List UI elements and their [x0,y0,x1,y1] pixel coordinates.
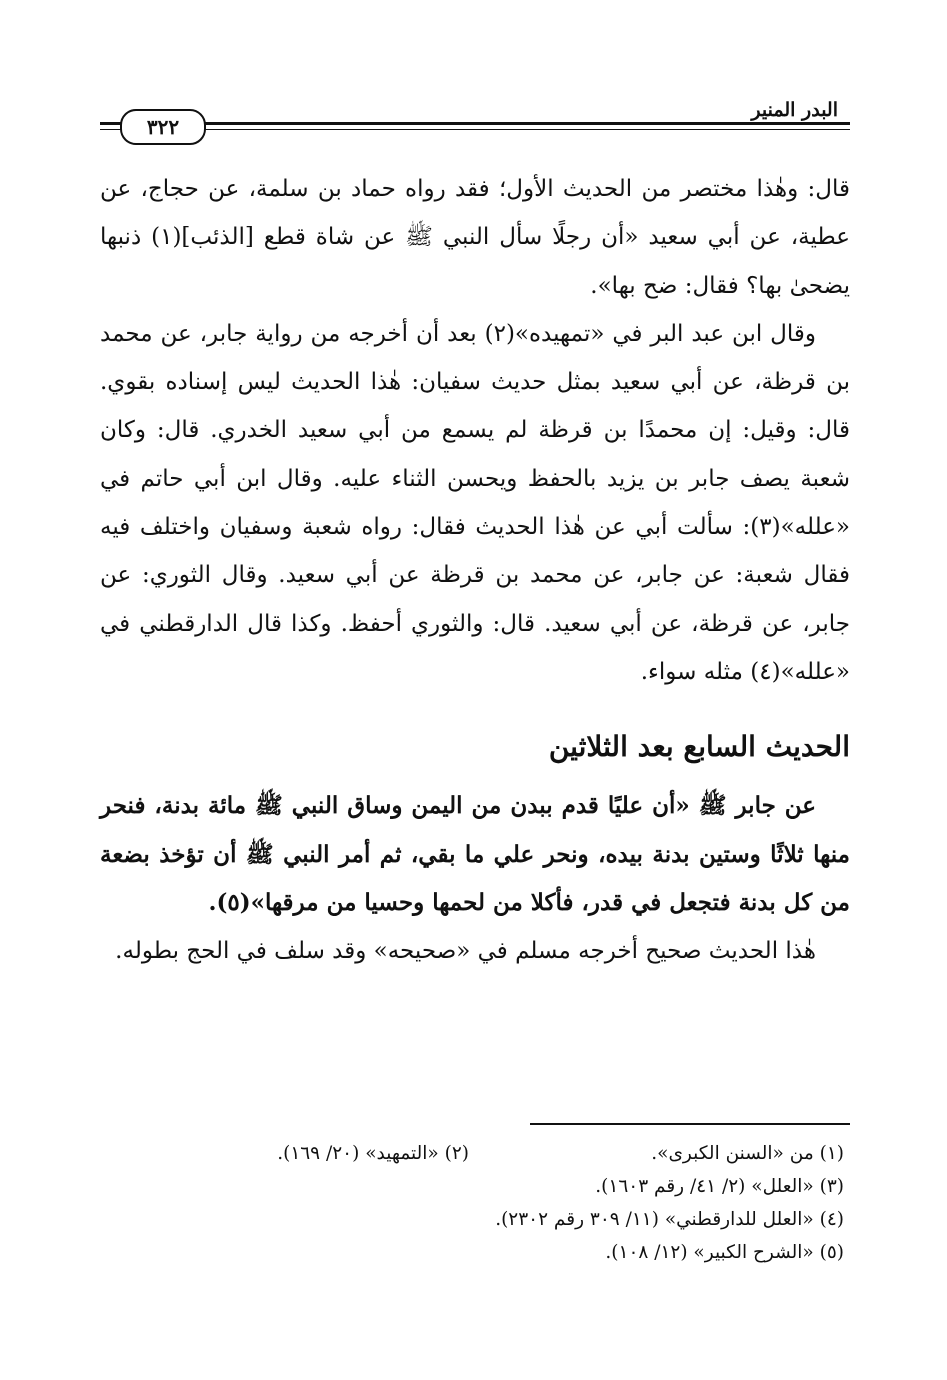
footnotes [100,1137,844,1269]
book-page [100,95,850,1355]
footnote-row [100,1236,844,1269]
footnote-separator [530,1123,850,1125]
page-header [100,95,850,151]
header-rule-thin [100,129,850,130]
footnote-row [100,1203,844,1236]
running-title: البدر المنير [751,99,838,121]
footnote-5: (٥) «الشرح الكبير» (١٢/ ١٠٨). [605,1242,844,1263]
paragraph-4: هٰذا الحديث صحيح أخرجه مسلم في «صحيحه» وقد سلف في الحج بطوله. [115,938,816,965]
page-number: ٣٢٢ [120,109,206,145]
hadith-text: عن جابر ﷺ «أن عليًا قدم ببدن من اليمن وساق النبي ﷺ مائة بدنة، فنحر منها ثلاثًا وستين بدنة بيده، ونحر علي ما بقي، ثم أمر النبي ﷺ أن تؤخذ بضعة من كل بدنة فتجعل في قدر، فأكلا من لحمها وحسيا من مرقها»(٥). [100,792,850,916]
footnote-row [100,1170,844,1203]
paragraph-2: وقال ابن عبد البر في «تمهيده»(٢) بعد أن أخرجه من رواية جابر، عن محمد بن قرظة، عن أبي سعيد بمثل حديث سفيان: هٰذا الحديث ليس إسناده بقوي. قال: وقيل: إن محمدًا بن قرظة لم يسمع من أبي سعيد الخدري. قال: وكان شعبة يصف جابر بن يزيد بالحفظ ويحسن الثناء عليه. وقال ابن أبي حاتم في «علله»(٣): سألت أبي عن هٰذا الحديث فقال: رواه شعبة وسفيان واختلف فيه فقال شعبة: عن جابر، عن محمد بن قرظة عن أبي سعيد. وقال الثوري: عن جابر، عن قرظة، عن أبي سعيد. قال: والثوري أحفظ. وكذا قال الدارقطني في «علله»(٤) مثله سواء. [100,320,850,685]
footnote-2: (٢) «التمهيد» (٢٠/ ١٦٩). [277,1143,469,1164]
main-text [100,165,850,975]
header-rule-thick [100,122,850,125]
footnote-4: (٤) «العلل للدارقطني» (١١/ ٣٠٩ رقم ٢٣٠٢). [495,1209,844,1230]
hadith-heading: الحديث السابع بعد الثلاثين [548,730,850,764]
footnote-1: (١) من «السنن الكبرى». [651,1143,844,1164]
paragraph-1: قال: وهٰذا مختصر من الحديث الأول؛ فقد رواه حماد بن سلمة، عن حجاج، عن عطية، عن أبي سعيد «أن رجلًا سأل النبي ﷺ عن شاة قطع [الذئب](١) ذنبها يضحىٰ بها؟ فقال: ضح بها». [100,176,850,299]
footnote-row [100,1137,844,1170]
footnote-3: (٣) «العلل» (٢/ ٤١/ رقم ١٦٠٣). [595,1176,844,1197]
